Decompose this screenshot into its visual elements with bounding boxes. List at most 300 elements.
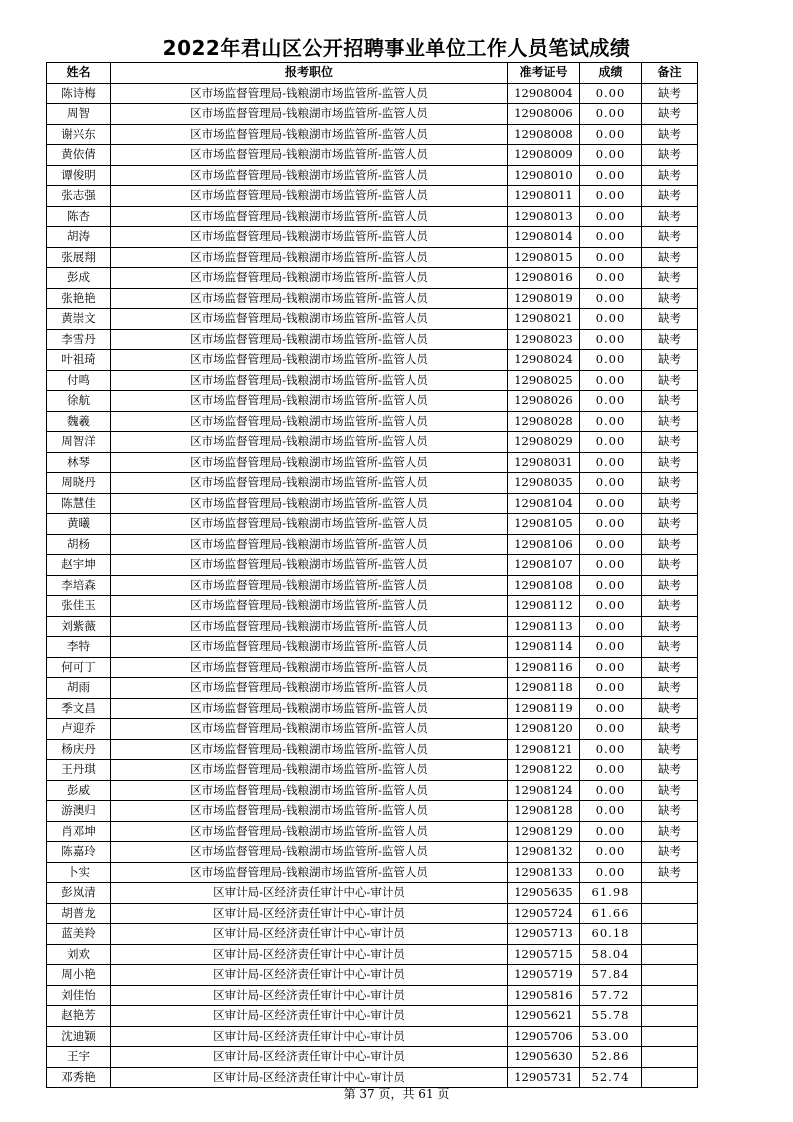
cell-ticket-number: 12905816 [508, 985, 580, 1006]
cell-remark: 缺考 [642, 493, 698, 514]
cell-score: 0.00 [580, 739, 642, 760]
cell-position: 区审计局-区经济责任审计中心-审计员 [111, 924, 508, 945]
cell-name: 陈诗梅 [47, 83, 111, 104]
cell-ticket-number: 12908114 [508, 637, 580, 658]
table-row [47, 493, 698, 514]
cell-score: 0.00 [580, 206, 642, 227]
cell-name: 徐航 [47, 391, 111, 412]
table-row [47, 760, 698, 781]
cell-position: 区市场监督管理局-钱粮湖市场监管所-监管人员 [111, 616, 508, 637]
table-row [47, 719, 698, 740]
cell-remark: 缺考 [642, 616, 698, 637]
cell-name: 刘欢 [47, 944, 111, 965]
score-table [46, 62, 698, 1088]
cell-score: 0.00 [580, 411, 642, 432]
table-row [47, 534, 698, 555]
cell-position: 区市场监督管理局-钱粮湖市场监管所-监管人员 [111, 309, 508, 330]
cell-position: 区市场监督管理局-钱粮湖市场监管所-监管人员 [111, 104, 508, 125]
table-row [47, 514, 698, 535]
cell-position: 区市场监督管理局-钱粮湖市场监管所-监管人员 [111, 83, 508, 104]
cell-ticket-number: 12908113 [508, 616, 580, 637]
cell-score: 60.18 [580, 924, 642, 945]
cell-score: 0.00 [580, 83, 642, 104]
cell-position: 区市场监督管理局-钱粮湖市场监管所-监管人员 [111, 821, 508, 842]
cell-name: 黄依倩 [47, 145, 111, 166]
cell-remark [642, 965, 698, 986]
table-row [47, 575, 698, 596]
cell-position: 区市场监督管理局-钱粮湖市场监管所-监管人员 [111, 801, 508, 822]
cell-position: 区审计局-区经济责任审计中心-审计员 [111, 944, 508, 965]
cell-name: 陈嘉玲 [47, 842, 111, 863]
table-row [47, 780, 698, 801]
cell-remark: 缺考 [642, 719, 698, 740]
table-row [47, 124, 698, 145]
cell-position: 区市场监督管理局-钱粮湖市场监管所-监管人员 [111, 165, 508, 186]
table-row [47, 1006, 698, 1027]
cell-name: 卢迎乔 [47, 719, 111, 740]
table-row [47, 616, 698, 637]
cell-position: 区市场监督管理局-钱粮湖市场监管所-监管人员 [111, 288, 508, 309]
cell-remark: 缺考 [642, 329, 698, 350]
cell-position: 区审计局-区经济责任审计中心-审计员 [111, 1047, 508, 1068]
cell-remark: 缺考 [642, 83, 698, 104]
cell-name: 林琴 [47, 452, 111, 473]
cell-name: 何可丁 [47, 657, 111, 678]
cell-name: 黄崇文 [47, 309, 111, 330]
cell-name: 李雪丹 [47, 329, 111, 350]
table-row [47, 473, 698, 494]
cell-ticket-number: 12908119 [508, 698, 580, 719]
cell-ticket-number: 12908108 [508, 575, 580, 596]
cell-ticket-number: 12905724 [508, 903, 580, 924]
table-header-row [47, 63, 698, 84]
cell-position: 区审计局-区经济责任审计中心-审计员 [111, 1026, 508, 1047]
cell-name: 杨庆丹 [47, 739, 111, 760]
table-row [47, 186, 698, 207]
cell-score: 0.00 [580, 247, 642, 268]
cell-ticket-number: 12908028 [508, 411, 580, 432]
cell-remark [642, 944, 698, 965]
cell-remark [642, 1026, 698, 1047]
cell-position: 区市场监督管理局-钱粮湖市场监管所-监管人员 [111, 575, 508, 596]
cell-name: 游澳归 [47, 801, 111, 822]
cell-remark: 缺考 [642, 698, 698, 719]
cell-name: 季文昌 [47, 698, 111, 719]
page-title: 2022年君山区公开招聘事业单位工作人员笔试成绩 [162, 36, 631, 60]
table-row [47, 637, 698, 658]
cell-score: 0.00 [580, 309, 642, 330]
cell-ticket-number: 12908133 [508, 862, 580, 883]
cell-ticket-number: 12908112 [508, 596, 580, 617]
cell-name: 魏羲 [47, 411, 111, 432]
cell-name: 周智洋 [47, 432, 111, 453]
cell-position: 区审计局-区经济责任审计中心-审计员 [111, 883, 508, 904]
cell-remark: 缺考 [642, 432, 698, 453]
cell-score: 0.00 [580, 452, 642, 473]
cell-position: 区市场监督管理局-钱粮湖市场监管所-监管人员 [111, 411, 508, 432]
cell-score: 0.00 [580, 698, 642, 719]
cell-position: 区市场监督管理局-钱粮湖市场监管所-监管人员 [111, 534, 508, 555]
cell-score: 0.00 [580, 370, 642, 391]
cell-name: 张佳玉 [47, 596, 111, 617]
cell-score: 0.00 [580, 637, 642, 658]
cell-ticket-number: 12908019 [508, 288, 580, 309]
cell-remark: 缺考 [642, 104, 698, 125]
cell-ticket-number: 12908035 [508, 473, 580, 494]
cell-ticket-number: 12908009 [508, 145, 580, 166]
cell-score: 0.00 [580, 760, 642, 781]
cell-name: 蓝美羚 [47, 924, 111, 945]
cell-ticket-number: 12908006 [508, 104, 580, 125]
cell-position: 区市场监督管理局-钱粮湖市场监管所-监管人员 [111, 637, 508, 658]
cell-score: 58.04 [580, 944, 642, 965]
cell-remark: 缺考 [642, 350, 698, 371]
cell-remark: 缺考 [642, 534, 698, 555]
cell-ticket-number: 12905630 [508, 1047, 580, 1068]
cell-position: 区市场监督管理局-钱粮湖市场监管所-监管人员 [111, 370, 508, 391]
cell-score: 0.00 [580, 329, 642, 350]
cell-ticket-number: 12908128 [508, 801, 580, 822]
cell-name: 刘佳怡 [47, 985, 111, 1006]
cell-score: 0.00 [580, 555, 642, 576]
cell-score: 0.00 [580, 534, 642, 555]
cell-ticket-number: 12908116 [508, 657, 580, 678]
cell-position: 区市场监督管理局-钱粮湖市场监管所-监管人员 [111, 227, 508, 248]
cell-position: 区市场监督管理局-钱粮湖市场监管所-监管人员 [111, 145, 508, 166]
cell-ticket-number: 12908024 [508, 350, 580, 371]
cell-score: 0.00 [580, 657, 642, 678]
cell-score: 0.00 [580, 719, 642, 740]
cell-name: 谭俊明 [47, 165, 111, 186]
table-row [47, 924, 698, 945]
table-row [47, 985, 698, 1006]
cell-remark [642, 985, 698, 1006]
cell-name: 胡涛 [47, 227, 111, 248]
table-row [47, 452, 698, 473]
cell-score: 0.00 [580, 288, 642, 309]
cell-ticket-number: 12908023 [508, 329, 580, 350]
cell-name: 叶祖琦 [47, 350, 111, 371]
cell-ticket-number: 12908021 [508, 309, 580, 330]
cell-remark [642, 1006, 698, 1027]
cell-name: 周智 [47, 104, 111, 125]
table-row [47, 862, 698, 883]
cell-ticket-number: 12908010 [508, 165, 580, 186]
cell-position: 区市场监督管理局-钱粮湖市场监管所-监管人员 [111, 657, 508, 678]
cell-remark: 缺考 [642, 411, 698, 432]
cell-name: 胡雨 [47, 678, 111, 699]
table-row [47, 391, 698, 412]
table-row [47, 288, 698, 309]
cell-score: 0.00 [580, 268, 642, 289]
table-row [47, 350, 698, 371]
cell-score: 61.66 [580, 903, 642, 924]
cell-score: 0.00 [580, 780, 642, 801]
cell-ticket-number: 12908016 [508, 268, 580, 289]
cell-score: 0.00 [580, 227, 642, 248]
cell-name: 肖邓坤 [47, 821, 111, 842]
cell-name: 陈慧佳 [47, 493, 111, 514]
cell-ticket-number: 12908107 [508, 555, 580, 576]
table-row [47, 247, 698, 268]
cell-position: 区市场监督管理局-钱粮湖市场监管所-监管人员 [111, 719, 508, 740]
table-row [47, 903, 698, 924]
cell-score: 52.74 [580, 1067, 642, 1088]
table-row [47, 555, 698, 576]
cell-position: 区市场监督管理局-钱粮湖市场监管所-监管人员 [111, 247, 508, 268]
cell-name: 沈迪颖 [47, 1026, 111, 1047]
cell-name: 陈杏 [47, 206, 111, 227]
cell-score: 0.00 [580, 493, 642, 514]
column-header-name: 姓名 [47, 63, 111, 84]
cell-position: 区市场监督管理局-钱粮湖市场监管所-监管人员 [111, 555, 508, 576]
cell-ticket-number: 12908118 [508, 678, 580, 699]
table-row [47, 842, 698, 863]
cell-remark: 缺考 [642, 657, 698, 678]
cell-remark: 缺考 [642, 206, 698, 227]
table-row [47, 145, 698, 166]
table-row [47, 104, 698, 125]
cell-remark: 缺考 [642, 760, 698, 781]
cell-remark: 缺考 [642, 555, 698, 576]
cell-name: 胡杨 [47, 534, 111, 555]
cell-ticket-number: 12908104 [508, 493, 580, 514]
cell-score: 0.00 [580, 432, 642, 453]
cell-score: 0.00 [580, 616, 642, 637]
table-row [47, 944, 698, 965]
cell-position: 区市场监督管理局-钱粮湖市场监管所-监管人员 [111, 739, 508, 760]
cell-remark: 缺考 [642, 186, 698, 207]
cell-remark [642, 903, 698, 924]
cell-remark: 缺考 [642, 165, 698, 186]
table-row [47, 227, 698, 248]
cell-name: 付鸣 [47, 370, 111, 391]
cell-name: 彭成 [47, 268, 111, 289]
cell-ticket-number: 12908026 [508, 391, 580, 412]
cell-remark: 缺考 [642, 739, 698, 760]
cell-ticket-number: 12908008 [508, 124, 580, 145]
cell-name: 邓秀艳 [47, 1067, 111, 1088]
cell-name: 张展翔 [47, 247, 111, 268]
table-row [47, 657, 698, 678]
cell-name: 黄曦 [47, 514, 111, 535]
cell-name: 王丹琪 [47, 760, 111, 781]
cell-remark: 缺考 [642, 268, 698, 289]
table-row [47, 739, 698, 760]
cell-ticket-number: 12905635 [508, 883, 580, 904]
page-footer: 第 37 页，共 61 页 [343, 1087, 450, 1101]
cell-position: 区市场监督管理局-钱粮湖市场监管所-监管人员 [111, 596, 508, 617]
cell-remark: 缺考 [642, 862, 698, 883]
cell-ticket-number: 12908029 [508, 432, 580, 453]
cell-score: 0.00 [580, 514, 642, 535]
cell-position: 区审计局-区经济责任审计中心-审计员 [111, 1067, 508, 1088]
cell-score: 57.84 [580, 965, 642, 986]
cell-ticket-number: 12908122 [508, 760, 580, 781]
cell-remark: 缺考 [642, 124, 698, 145]
cell-score: 0.00 [580, 165, 642, 186]
cell-name: 胡普龙 [47, 903, 111, 924]
cell-remark [642, 924, 698, 945]
table-row [47, 206, 698, 227]
cell-position: 区市场监督管理局-钱粮湖市场监管所-监管人员 [111, 473, 508, 494]
cell-ticket-number: 12908013 [508, 206, 580, 227]
cell-name: 周晓丹 [47, 473, 111, 494]
cell-position: 区市场监督管理局-钱粮湖市场监管所-监管人员 [111, 124, 508, 145]
cell-name: 王宇 [47, 1047, 111, 1068]
table-row [47, 83, 698, 104]
table-row [47, 1026, 698, 1047]
cell-name: 周小艳 [47, 965, 111, 986]
table-row [47, 432, 698, 453]
cell-ticket-number: 12908025 [508, 370, 580, 391]
cell-remark: 缺考 [642, 596, 698, 617]
cell-ticket-number: 12908031 [508, 452, 580, 473]
cell-remark: 缺考 [642, 514, 698, 535]
cell-remark: 缺考 [642, 247, 698, 268]
cell-ticket-number: 12908129 [508, 821, 580, 842]
cell-remark: 缺考 [642, 842, 698, 863]
cell-position: 区审计局-区经济责任审计中心-审计员 [111, 903, 508, 924]
cell-ticket-number: 12908121 [508, 739, 580, 760]
cell-position: 区审计局-区经济责任审计中心-审计员 [111, 965, 508, 986]
cell-position: 区市场监督管理局-钱粮湖市场监管所-监管人员 [111, 760, 508, 781]
table-row [47, 965, 698, 986]
cell-position: 区审计局-区经济责任审计中心-审计员 [111, 1006, 508, 1027]
cell-position: 区市场监督管理局-钱粮湖市场监管所-监管人员 [111, 391, 508, 412]
cell-score: 57.72 [580, 985, 642, 1006]
cell-score: 0.00 [580, 124, 642, 145]
column-header-ticket-number: 准考证号 [508, 63, 580, 84]
cell-position: 区市场监督管理局-钱粮湖市场监管所-监管人员 [111, 842, 508, 863]
cell-ticket-number: 12908105 [508, 514, 580, 535]
cell-remark: 缺考 [642, 821, 698, 842]
cell-ticket-number: 12908106 [508, 534, 580, 555]
cell-position: 区市场监督管理局-钱粮湖市场监管所-监管人员 [111, 186, 508, 207]
cell-remark [642, 883, 698, 904]
cell-score: 0.00 [580, 596, 642, 617]
cell-score: 0.00 [580, 391, 642, 412]
table-row [47, 370, 698, 391]
cell-remark: 缺考 [642, 575, 698, 596]
cell-name: 彭岚清 [47, 883, 111, 904]
cell-position: 区市场监督管理局-钱粮湖市场监管所-监管人员 [111, 780, 508, 801]
cell-position: 区市场监督管理局-钱粮湖市场监管所-监管人员 [111, 493, 508, 514]
cell-position: 区市场监督管理局-钱粮湖市场监管所-监管人员 [111, 329, 508, 350]
column-header-position: 报考职位 [111, 63, 508, 84]
cell-name: 张志强 [47, 186, 111, 207]
cell-score: 0.00 [580, 350, 642, 371]
cell-score: 55.78 [580, 1006, 642, 1027]
cell-ticket-number: 12905715 [508, 944, 580, 965]
cell-score: 0.00 [580, 473, 642, 494]
table-row [47, 596, 698, 617]
table-row [47, 268, 698, 289]
cell-score: 0.00 [580, 575, 642, 596]
cell-remark: 缺考 [642, 288, 698, 309]
cell-score: 53.00 [580, 1026, 642, 1047]
cell-ticket-number: 12908124 [508, 780, 580, 801]
cell-position: 区市场监督管理局-钱粮湖市场监管所-监管人员 [111, 862, 508, 883]
column-header-score: 成绩 [580, 63, 642, 84]
cell-name: 卜实 [47, 862, 111, 883]
cell-remark: 缺考 [642, 227, 698, 248]
cell-score: 0.00 [580, 842, 642, 863]
cell-ticket-number: 12905706 [508, 1026, 580, 1047]
cell-name: 赵宇坤 [47, 555, 111, 576]
cell-score: 0.00 [580, 186, 642, 207]
cell-position: 区市场监督管理局-钱粮湖市场监管所-监管人员 [111, 678, 508, 699]
column-header-remark: 备注 [642, 63, 698, 84]
cell-remark: 缺考 [642, 780, 698, 801]
cell-ticket-number: 12908011 [508, 186, 580, 207]
cell-score: 0.00 [580, 678, 642, 699]
cell-name: 张艳艳 [47, 288, 111, 309]
cell-remark: 缺考 [642, 391, 698, 412]
table-row [47, 309, 698, 330]
cell-position: 区审计局-区经济责任审计中心-审计员 [111, 985, 508, 1006]
table-row [47, 883, 698, 904]
cell-name: 刘紫薇 [47, 616, 111, 637]
cell-position: 区市场监督管理局-钱粮湖市场监管所-监管人员 [111, 350, 508, 371]
cell-remark: 缺考 [642, 473, 698, 494]
cell-score: 0.00 [580, 862, 642, 883]
cell-remark: 缺考 [642, 637, 698, 658]
table-row [47, 801, 698, 822]
cell-ticket-number: 12908120 [508, 719, 580, 740]
table-row [47, 411, 698, 432]
cell-remark: 缺考 [642, 678, 698, 699]
cell-position: 区市场监督管理局-钱粮湖市场监管所-监管人员 [111, 268, 508, 289]
cell-ticket-number: 12905731 [508, 1067, 580, 1088]
cell-score: 0.00 [580, 801, 642, 822]
cell-name: 谢兴东 [47, 124, 111, 145]
cell-remark: 缺考 [642, 309, 698, 330]
table-row [47, 698, 698, 719]
table-row [47, 329, 698, 350]
cell-ticket-number: 12908132 [508, 842, 580, 863]
cell-remark: 缺考 [642, 452, 698, 473]
cell-ticket-number: 12905621 [508, 1006, 580, 1027]
cell-score: 0.00 [580, 821, 642, 842]
cell-score: 0.00 [580, 104, 642, 125]
cell-remark: 缺考 [642, 370, 698, 391]
cell-ticket-number: 12908004 [508, 83, 580, 104]
cell-remark [642, 1047, 698, 1068]
cell-position: 区市场监督管理局-钱粮湖市场监管所-监管人员 [111, 514, 508, 535]
cell-ticket-number: 12908014 [508, 227, 580, 248]
cell-score: 0.00 [580, 145, 642, 166]
cell-name: 彭威 [47, 780, 111, 801]
cell-ticket-number: 12905719 [508, 965, 580, 986]
cell-position: 区市场监督管理局-钱粮湖市场监管所-监管人员 [111, 452, 508, 473]
cell-ticket-number: 12905713 [508, 924, 580, 945]
cell-name: 李特 [47, 637, 111, 658]
cell-position: 区市场监督管理局-钱粮湖市场监管所-监管人员 [111, 698, 508, 719]
cell-remark: 缺考 [642, 801, 698, 822]
table-row [47, 1047, 698, 1068]
cell-position: 区市场监督管理局-钱粮湖市场监管所-监管人员 [111, 206, 508, 227]
cell-score: 52.86 [580, 1047, 642, 1068]
cell-name: 赵艳芳 [47, 1006, 111, 1027]
cell-position: 区市场监督管理局-钱粮湖市场监管所-监管人员 [111, 432, 508, 453]
table-row [47, 678, 698, 699]
cell-name: 李培森 [47, 575, 111, 596]
table-row [47, 821, 698, 842]
cell-score: 61.98 [580, 883, 642, 904]
cell-ticket-number: 12908015 [508, 247, 580, 268]
cell-remark: 缺考 [642, 145, 698, 166]
